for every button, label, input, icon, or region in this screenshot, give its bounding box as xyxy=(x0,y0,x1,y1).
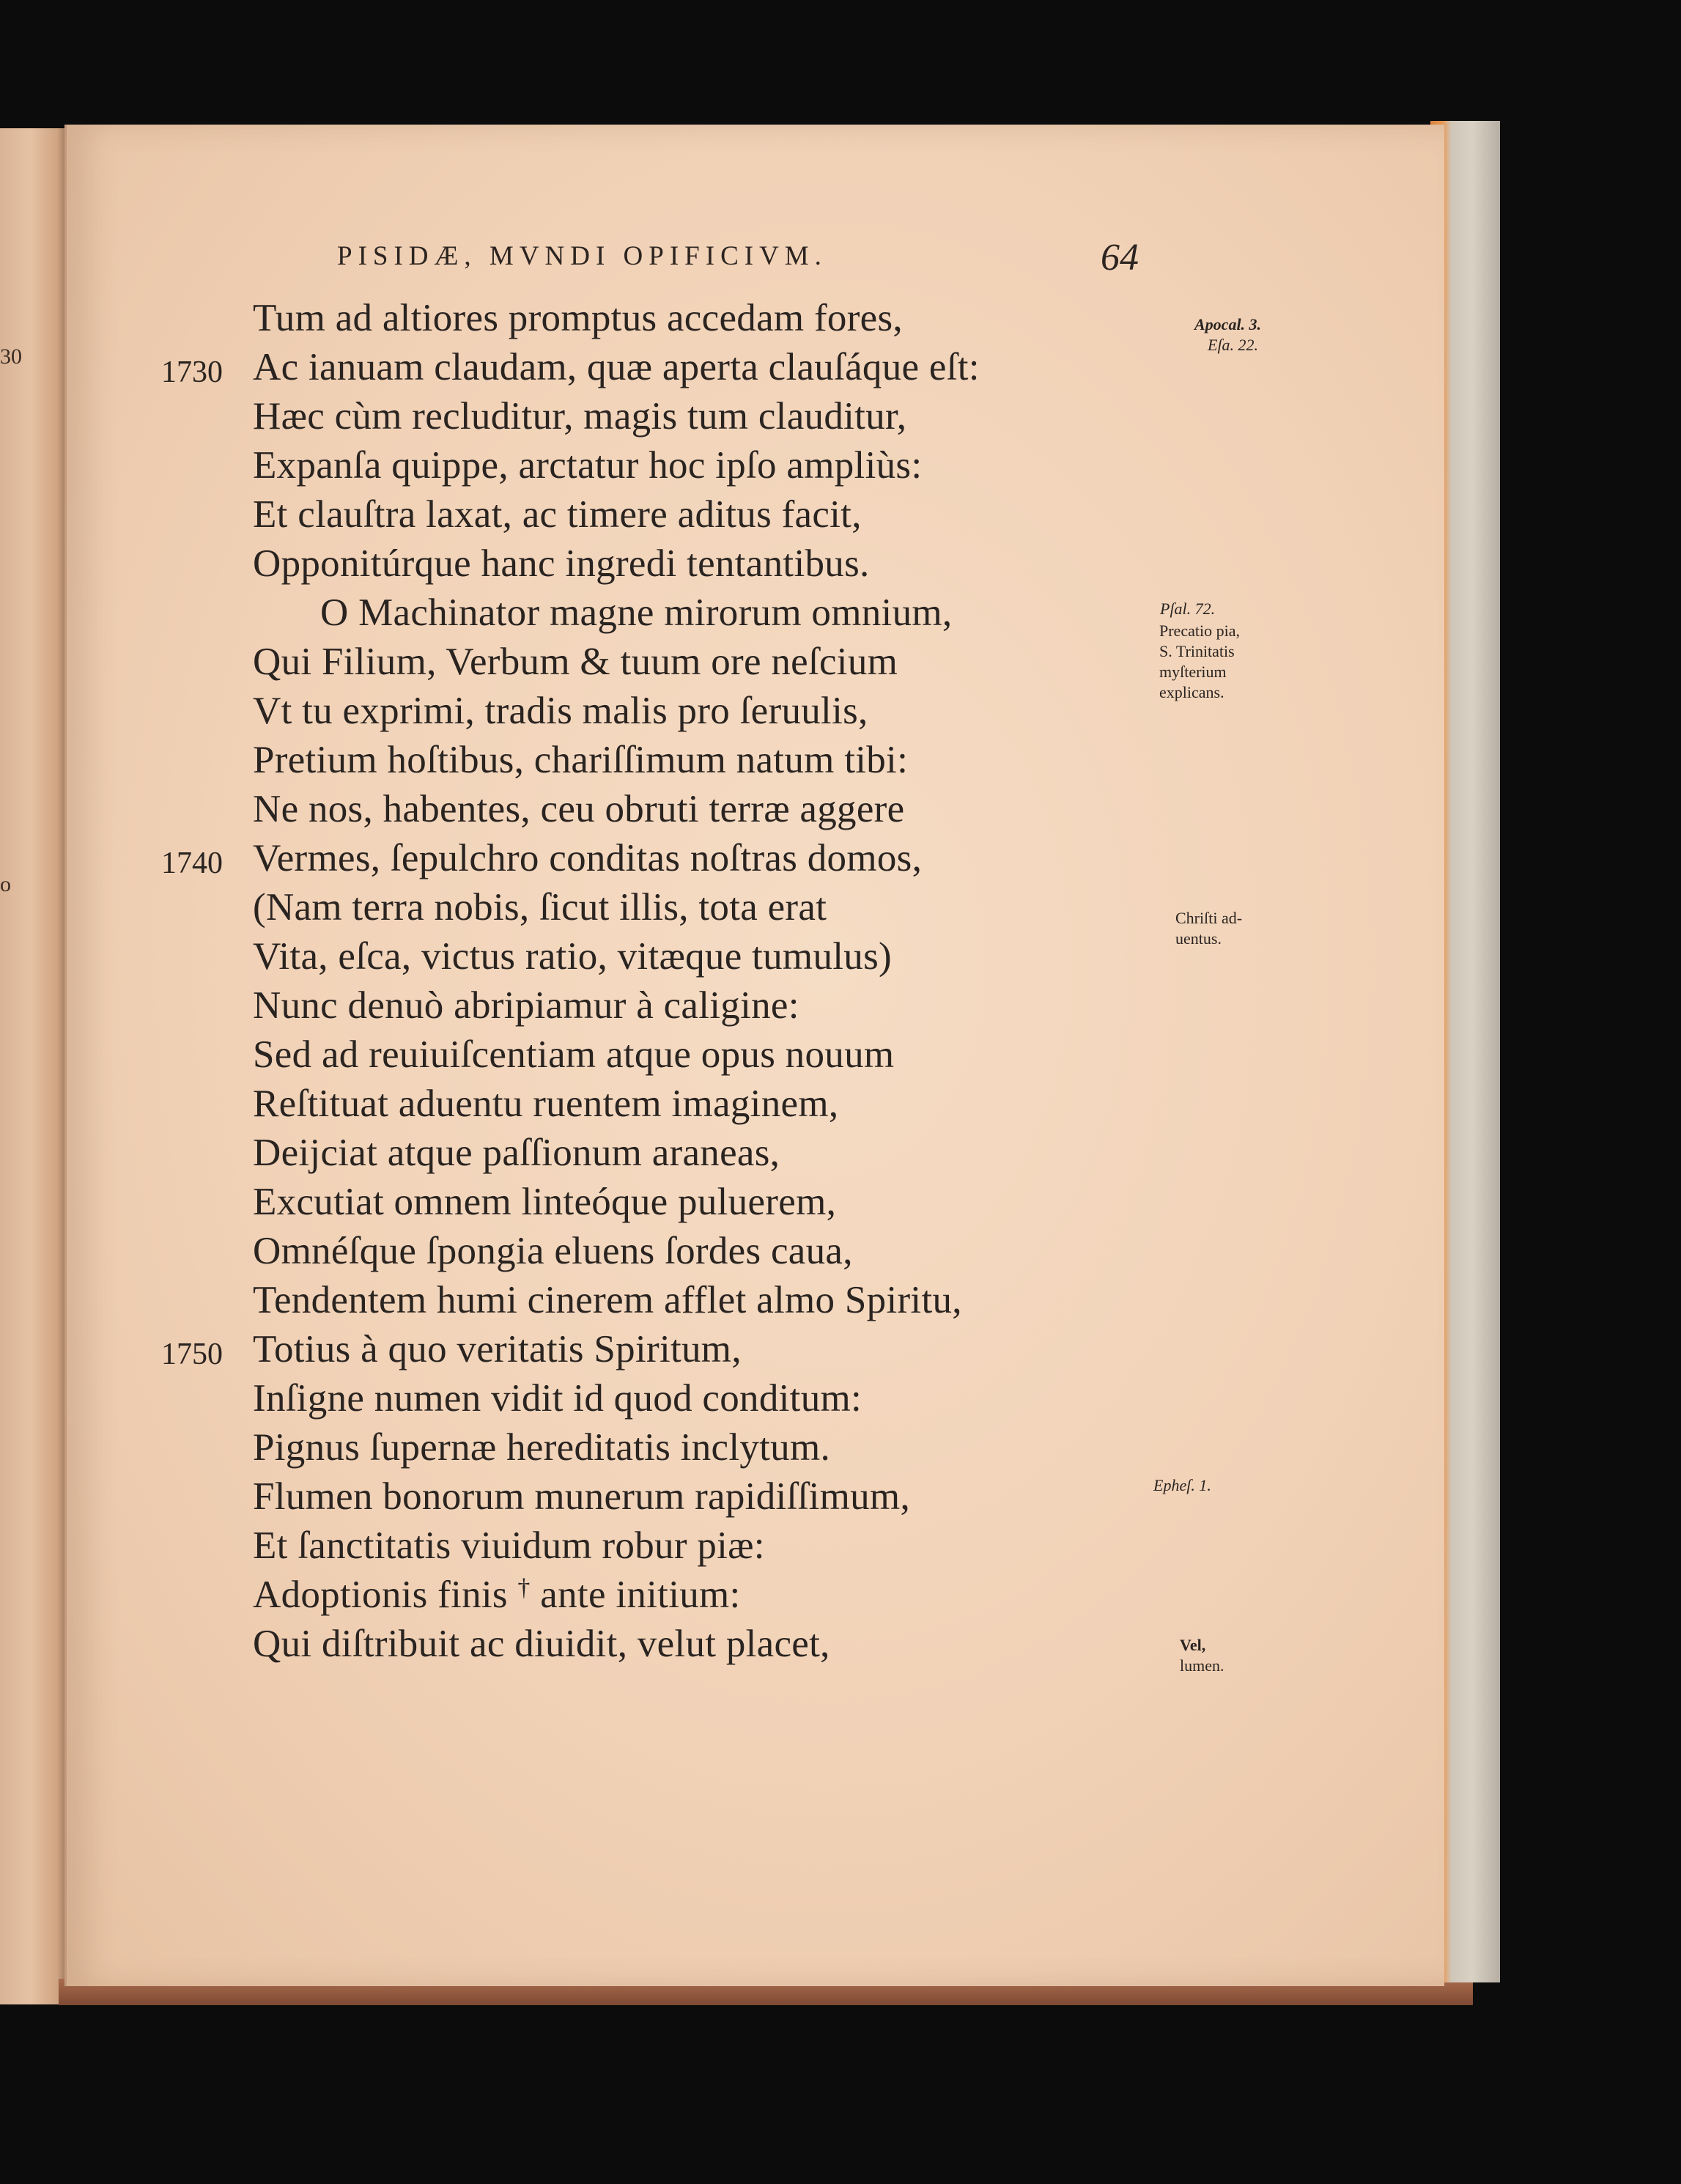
line-number: 1750 xyxy=(161,1338,223,1371)
dagger-mark: † xyxy=(517,1574,531,1601)
marginal-note-precatio: explicans. xyxy=(1159,683,1224,701)
verse-line: Totius à quo veritatis Spiritum, xyxy=(253,1328,742,1370)
marginal-note-psal: Pſal. 72. xyxy=(1160,600,1216,618)
verse-line: Vt tu exprimi, tradis malis pro ſeruulis, xyxy=(253,690,868,732)
verse-line: Reſtituat aduentu ruentem imaginem, xyxy=(253,1082,839,1125)
verse-line: Sed ad reuiuiſcentiam atque opus nouum xyxy=(253,1033,895,1076)
verse-line-text: ante initium: xyxy=(540,1574,741,1616)
running-header: PISIDÆ, MVNDI OPIFICIVM. xyxy=(337,241,827,271)
verse-line: Tum ad altiores promptus accedam fores, xyxy=(253,297,903,339)
marginal-note-precatio: S. Trinitatis xyxy=(1159,642,1235,660)
verse-line: Et ſanctitatis viuidum robur piæ: xyxy=(253,1524,765,1567)
verse-line: Qui Filium, Verbum & tuum ore neſcium xyxy=(253,641,898,683)
line-number: 1730 xyxy=(161,355,223,389)
line-number: 1740 xyxy=(161,846,223,880)
left-page-fragment xyxy=(0,128,67,2004)
verse-line: Qui diſtribuit ac diuidit, velut placet, xyxy=(253,1623,830,1665)
verse-line: Omnéſque ſpongia eluens ſordes caua, xyxy=(253,1230,853,1272)
verse-line: Nunc denuò abripiamur à caligine: xyxy=(253,984,799,1027)
verse-line: Hæc cùm recluditur, magis tum clauditur, xyxy=(253,395,907,438)
marginal-note-vel: Vel, xyxy=(1180,1636,1206,1654)
page-number: 64 xyxy=(1101,237,1139,278)
marginal-note-precatio: myſterium xyxy=(1159,663,1227,681)
marginal-note-christi: uentus. xyxy=(1175,929,1222,948)
verse-line: Expanſa quippe, arctatur hoc ipſo ampliùs: xyxy=(253,444,923,487)
verse-line: Excutiat omnem linteóque puluerem, xyxy=(253,1181,837,1223)
marginal-note-christi: Chriſti ad- xyxy=(1175,909,1243,927)
verse-line: Deijciat atque paſſionum araneas, xyxy=(253,1132,780,1174)
verse-line: Et clauſtra laxat, ac timere aditus facit, xyxy=(253,493,862,536)
verse-line-text: Adoptionis finis xyxy=(253,1574,508,1616)
left-page-line-number: 30 xyxy=(0,344,22,369)
verse-line: (Nam terra nobis, ſicut illis, tota erat xyxy=(253,886,827,929)
verse-line: Inſigne numen vidit id quod conditum: xyxy=(253,1377,862,1420)
verse-line xyxy=(253,1576,741,1615)
verse-line: Vita, eſca, victus ratio, vitæque tumulus) xyxy=(253,935,892,978)
marginal-note-esa: Eſa. 22. xyxy=(1208,336,1259,354)
marginal-note-lumen: lumen. xyxy=(1180,1656,1224,1675)
verse-line: Flumen bonorum munerum rapidiſſimum, xyxy=(253,1475,910,1518)
verse-line: O Machinator magne mirorum omnium, xyxy=(320,591,953,634)
verse-line: Pignus ſupernæ hereditatis inclytum. xyxy=(253,1426,831,1469)
verse-line: Vermes, ſepulchro conditas noſtras domos, xyxy=(253,837,923,879)
verse-line: Opponitúrque hanc ingredi tentantibus. xyxy=(253,542,870,585)
verse-line: Ac ianuam claudam, quæ aperta clauſáque eſt: xyxy=(253,346,980,388)
verse-line: Ne nos, habentes, ceu obruti terræ aggere xyxy=(253,788,905,830)
marginal-note-apocal: Apocal. 3. xyxy=(1194,315,1262,333)
verse-line: Tendentem humi cinerem afflet almo Spiritu, xyxy=(253,1279,962,1321)
verse-line: Pretium hoſtibus, chariſſimum natum tibi: xyxy=(253,739,909,781)
left-page-line-number: o xyxy=(0,872,11,896)
marginal-note-precatio: Precatio pia, xyxy=(1159,621,1240,640)
marginal-note-ephes: Epheſ. 1. xyxy=(1153,1476,1211,1494)
